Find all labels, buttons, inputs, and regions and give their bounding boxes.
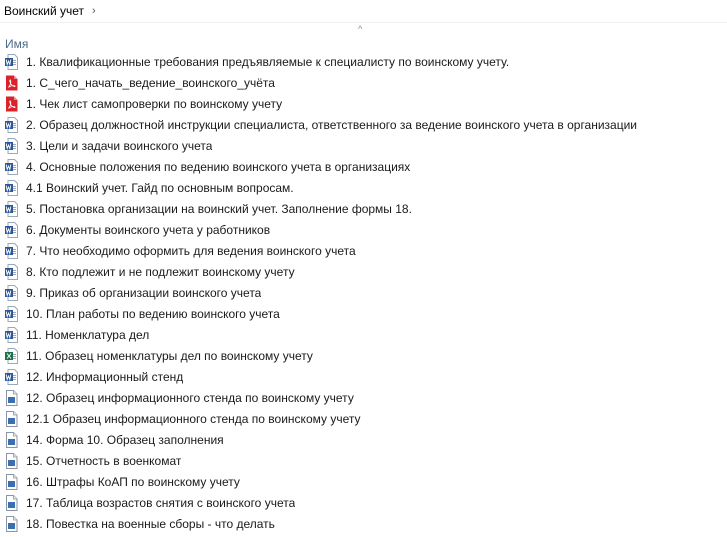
file-name: 15. Отчетность в военкомат xyxy=(26,453,182,468)
file-name: 12. Образец информационного стенда по воинскому учету xyxy=(26,390,354,405)
file-row[interactable] xyxy=(0,471,727,492)
file-row[interactable] xyxy=(0,303,727,324)
file-name: 9. Приказ об организации воинского учета xyxy=(26,285,262,300)
file-name: 17. Таблица возрастов снятия с воинского учета xyxy=(26,495,296,510)
file-name: 12.1 Образец информационного стенда по воинскому учету xyxy=(26,411,361,426)
column-header-label: Имя xyxy=(5,37,29,51)
chevron-right-icon[interactable]: › xyxy=(92,5,96,17)
word-icon xyxy=(5,138,18,154)
file-row[interactable] xyxy=(0,51,727,72)
generic-file-icon xyxy=(5,411,18,427)
file-name: 6. Документы воинского учета у работников xyxy=(26,222,271,237)
sort-indicator-row xyxy=(0,23,727,37)
file-name: 1. Квалификационные требования предъявляемые к специалисту по воинскому учету. xyxy=(26,54,510,69)
pdf-icon xyxy=(5,75,18,91)
file-row[interactable] xyxy=(0,219,727,240)
generic-file-icon xyxy=(5,453,18,469)
file-row[interactable] xyxy=(0,156,727,177)
file-name: 4.1 Воинский учет. Гайд по основным вопросам. xyxy=(26,180,294,195)
word-icon xyxy=(5,117,18,133)
file-list xyxy=(0,51,727,534)
file-row[interactable] xyxy=(0,135,727,156)
file-row[interactable] xyxy=(0,387,727,408)
file-row[interactable] xyxy=(0,177,727,198)
file-row[interactable] xyxy=(0,450,727,471)
generic-file-icon xyxy=(5,390,18,406)
word-icon xyxy=(5,180,18,196)
file-row[interactable] xyxy=(0,513,727,534)
file-name: 4. Основные положения по ведению воинского учета в организациях xyxy=(26,159,411,174)
file-name: 11. Образец номенклатуры дел по воинскому учету xyxy=(26,348,313,363)
file-name: 1. С_чего_начать_ведение_воинского_учёта xyxy=(26,75,275,90)
pdf-icon xyxy=(5,96,18,112)
sort-ascending-icon[interactable]: ^ xyxy=(358,24,363,34)
file-row[interactable] xyxy=(0,114,727,135)
file-name: 1. Чек лист самопроверки по воинскому учету xyxy=(26,96,283,111)
word-icon xyxy=(5,264,18,280)
breadcrumb-folder[interactable]: Воинский учет xyxy=(4,4,85,18)
generic-file-icon xyxy=(5,474,18,490)
file-row[interactable] xyxy=(0,261,727,282)
file-row[interactable] xyxy=(0,492,727,513)
file-row[interactable] xyxy=(0,72,727,93)
word-icon xyxy=(5,54,18,70)
file-row[interactable] xyxy=(0,282,727,303)
word-icon xyxy=(5,285,18,301)
file-name: 5. Постановка организации на воинский учет. Заполнение формы 18. xyxy=(26,201,412,216)
generic-file-icon xyxy=(5,516,18,532)
file-name: 11. Номенклатура дел xyxy=(26,327,150,342)
file-row[interactable] xyxy=(0,345,727,366)
file-name: 10. План работы по ведению воинского учета xyxy=(26,306,280,321)
word-icon xyxy=(5,222,18,238)
file-row[interactable] xyxy=(0,240,727,261)
file-name: 16. Штрафы КоАП по воинскому учету xyxy=(26,474,240,489)
file-name: 3. Цели и задачи воинского учета xyxy=(26,138,213,153)
file-name: 18. Повестка на военные сборы - что делать xyxy=(26,516,275,531)
file-row[interactable] xyxy=(0,324,727,345)
column-header-name[interactable] xyxy=(0,37,727,51)
file-name: 14. Форма 10. Образец заполнения xyxy=(26,432,224,447)
generic-file-icon xyxy=(5,432,18,448)
file-row[interactable] xyxy=(0,429,727,450)
file-name: 7. Что необходимо оформить для ведения воинского учета xyxy=(26,243,356,258)
file-name: 8. Кто подлежит и не подлежит воинскому учету xyxy=(26,264,295,279)
file-row[interactable] xyxy=(0,408,727,429)
word-icon xyxy=(5,243,18,259)
generic-file-icon xyxy=(5,495,18,511)
file-name: 12. Информационный стенд xyxy=(26,369,184,384)
breadcrumb xyxy=(0,0,727,23)
word-icon xyxy=(5,159,18,175)
word-icon xyxy=(5,306,18,322)
word-icon xyxy=(5,327,18,343)
file-row[interactable] xyxy=(0,93,727,114)
word-icon xyxy=(5,201,18,217)
word-icon xyxy=(5,369,18,385)
file-name: 2. Образец должностной инструкции специалиста, ответственного за ведение воинского учета в организации xyxy=(26,117,638,132)
file-row[interactable] xyxy=(0,198,727,219)
file-row[interactable] xyxy=(0,366,727,387)
excel-icon xyxy=(5,348,18,364)
